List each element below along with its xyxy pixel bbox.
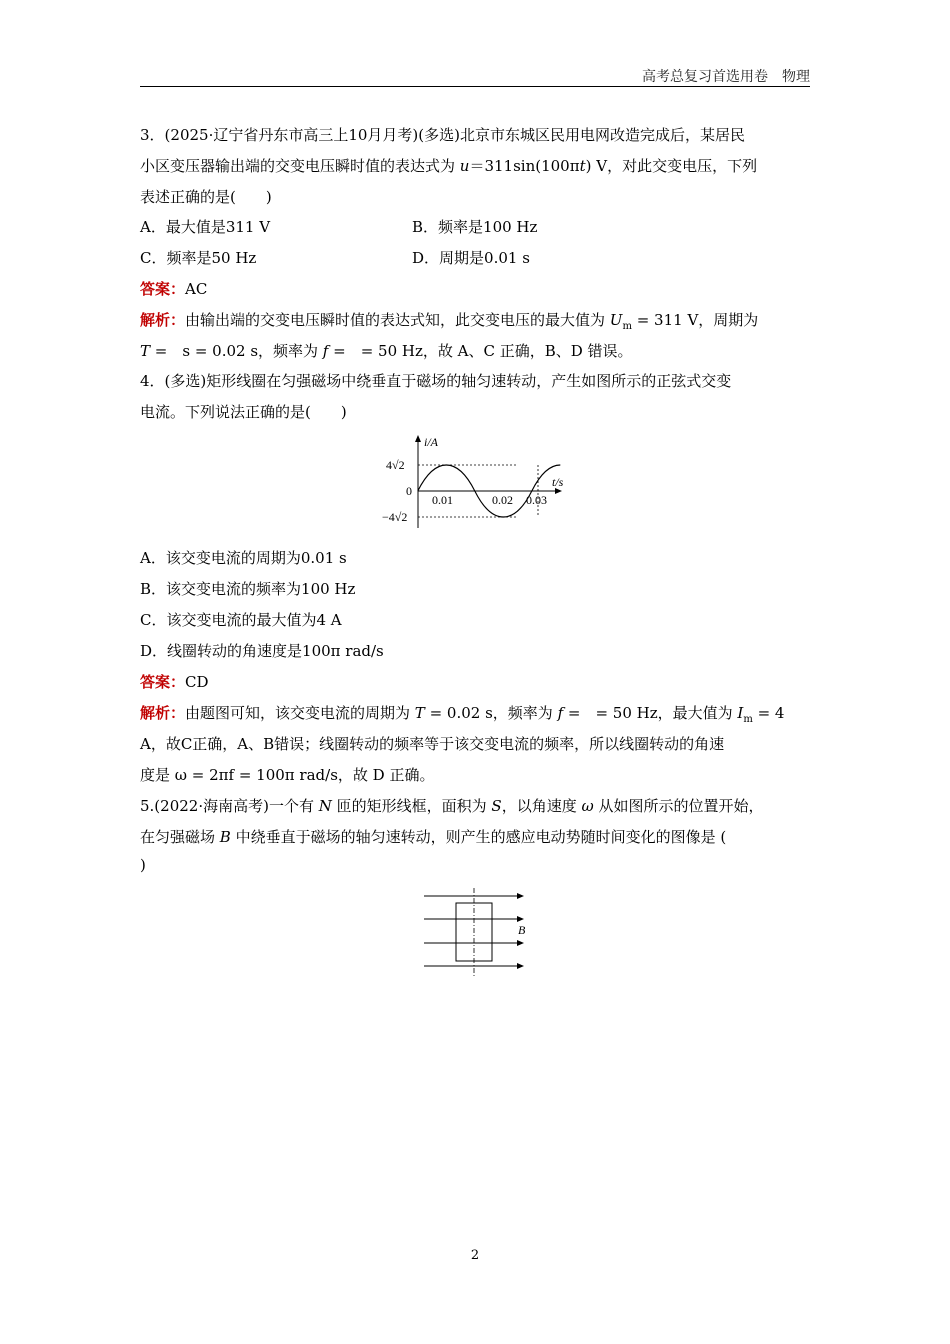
q3-option-d: D．周期是0.01 s [412, 249, 530, 267]
q4-option-a: A．该交变电流的周期为0.01 s [140, 549, 347, 567]
q3-analysis-line1 [140, 310, 758, 337]
q4-var-T: T [414, 704, 425, 722]
q5-text1: 5.(2022·海南高考)一个有 [140, 797, 319, 815]
header-title: 高考总复习首选用卷 物理 [642, 69, 810, 85]
q4-y-max-label: 4√2 [386, 458, 405, 472]
q4-option-b: B．该交变电流的频率为100 Hz [140, 580, 356, 598]
q5-arrow-icon-1 [517, 893, 524, 899]
q4-analysis-line2: A，故C正确，A、B错误；线圈转动的频率等于该交变电流的频率，所以线圈转动的角速 [140, 735, 725, 753]
q5-text2: 匝的矩形线框，面积为 [331, 797, 492, 815]
q4-analysis-line3: 度是 ω = 2πf = 100π rad/s，故 D 正确。 [140, 766, 435, 784]
q4-analysis-line1 [140, 703, 784, 730]
q3-option-b: B．频率是100 Hz [412, 218, 538, 236]
q5-line1 [140, 796, 763, 816]
q3-line2b: ＝311sin(100π [469, 157, 580, 175]
q3-var-f: f [322, 342, 329, 360]
q4-var-f: f [557, 704, 564, 722]
q5-arrow-icon-2 [517, 916, 524, 922]
q3-answer [140, 279, 207, 299]
q4-analysis-text4: = 4 [752, 704, 785, 722]
q4-answer-value: CD [185, 673, 209, 691]
q3-answer-label: 答案： [140, 280, 186, 298]
q5-var-N: N [318, 797, 332, 815]
q3-line2c: ) V，对此交变电压，下列 [585, 157, 758, 175]
q3-var-t: t [579, 157, 586, 175]
q3-analysis-text1: 由输出端的交变电压瞬时值的表达式知，此交变电压的最大值为 [185, 311, 610, 329]
q5-field-label: B [518, 923, 526, 937]
page-number: 2 [470, 1248, 480, 1263]
q5-text5: 在匀强磁场 [140, 828, 220, 846]
q4-y-arrow-icon [415, 435, 421, 442]
q3-var-T: T [140, 342, 151, 360]
q4-sine-graph [376, 432, 576, 532]
q3-line1: 3．(2025·辽宁省丹东市高三上10月月考)(多选)北京市东城区民用电网改造完成后，某居民 [140, 126, 745, 144]
q4-x-tick-003: 0.03 [526, 493, 547, 507]
q5-var-omega: ω [581, 797, 594, 815]
q4-analysis-text3: = = 50 Hz，最大值为 [563, 704, 738, 722]
q3-answer-value: AC [185, 280, 208, 298]
q5-text6: 中绕垂直于磁场的轴匀速转动，则产生的感应电动势随时间变化的图像是 ( [230, 828, 727, 846]
q4-y-label: i/A [424, 435, 438, 449]
q5-var-S: S [491, 797, 502, 815]
q4-line1: 4．(多选)矩形线圈在匀强磁场中绕垂直于磁场的轴匀速转动，产生如图所示的正弦式交变 [140, 372, 732, 390]
q3-option-a: A．最大值是311 V [140, 218, 271, 236]
q4-var-Im: I [737, 704, 744, 722]
q3-analysis-text3: = s = 0.02 s，频率为 [150, 342, 323, 360]
q5-text3: ，以角速度 [501, 797, 582, 815]
q3-line2a: 小区变压器输出端的交变电压瞬时值的表达式为 [140, 157, 460, 175]
q4-analysis-label: 解析： [140, 704, 186, 722]
q4-analysis-text2: = 0.02 s，频率为 [424, 704, 558, 722]
q3-var-um-sub: m [622, 321, 632, 332]
q3-analysis-label: 解析： [140, 311, 186, 329]
q3-analysis-text4: = = 50 Hz，故 A、C 正确，B、D 错误。 [328, 342, 633, 360]
q5-arrow-icon-4 [517, 963, 524, 969]
q3-line3: 表述正确的是( ) [140, 188, 272, 206]
q5-arrow-icon-3 [517, 940, 524, 946]
q4-y-min-label: −4√2 [382, 510, 408, 524]
q4-var-Im-sub: m [743, 714, 753, 725]
q5-line3: ) [140, 856, 146, 874]
q4-analysis-text1: 由题图可知，该交变电流的周期为 [185, 704, 415, 722]
q3-option-c: C．频率是50 Hz [140, 249, 257, 267]
q4-x-tick-002: 0.02 [492, 493, 513, 507]
q4-origin-label: 0 [406, 484, 412, 498]
q4-x-label: t/s [552, 475, 564, 489]
q5-coil-diagram [420, 888, 540, 978]
q3-analysis-line2 [140, 341, 633, 361]
q4-answer-label: 答案： [140, 673, 186, 691]
q5-text4: 从如图所示的位置开始， [593, 797, 764, 815]
q4-line2: 电流。下列说法正确的是( ) [140, 403, 347, 421]
q4-x-tick-001: 0.01 [432, 493, 453, 507]
q5-var-B: B [219, 828, 231, 846]
q5-line2 [140, 827, 726, 847]
q4-option-c: C．该交变电流的最大值为4 A [140, 611, 342, 629]
header-rule [140, 86, 810, 87]
q5-field-lines [424, 896, 520, 966]
q3-analysis-text2: = 311 V，周期为 [631, 311, 759, 329]
q3-var-u: u [459, 157, 470, 175]
q3-line2 [140, 156, 757, 176]
q3-var-um: U [609, 311, 623, 329]
q4-option-d: D．线圈转动的角速度是100π rad/s [140, 642, 384, 660]
q4-answer [140, 672, 209, 692]
